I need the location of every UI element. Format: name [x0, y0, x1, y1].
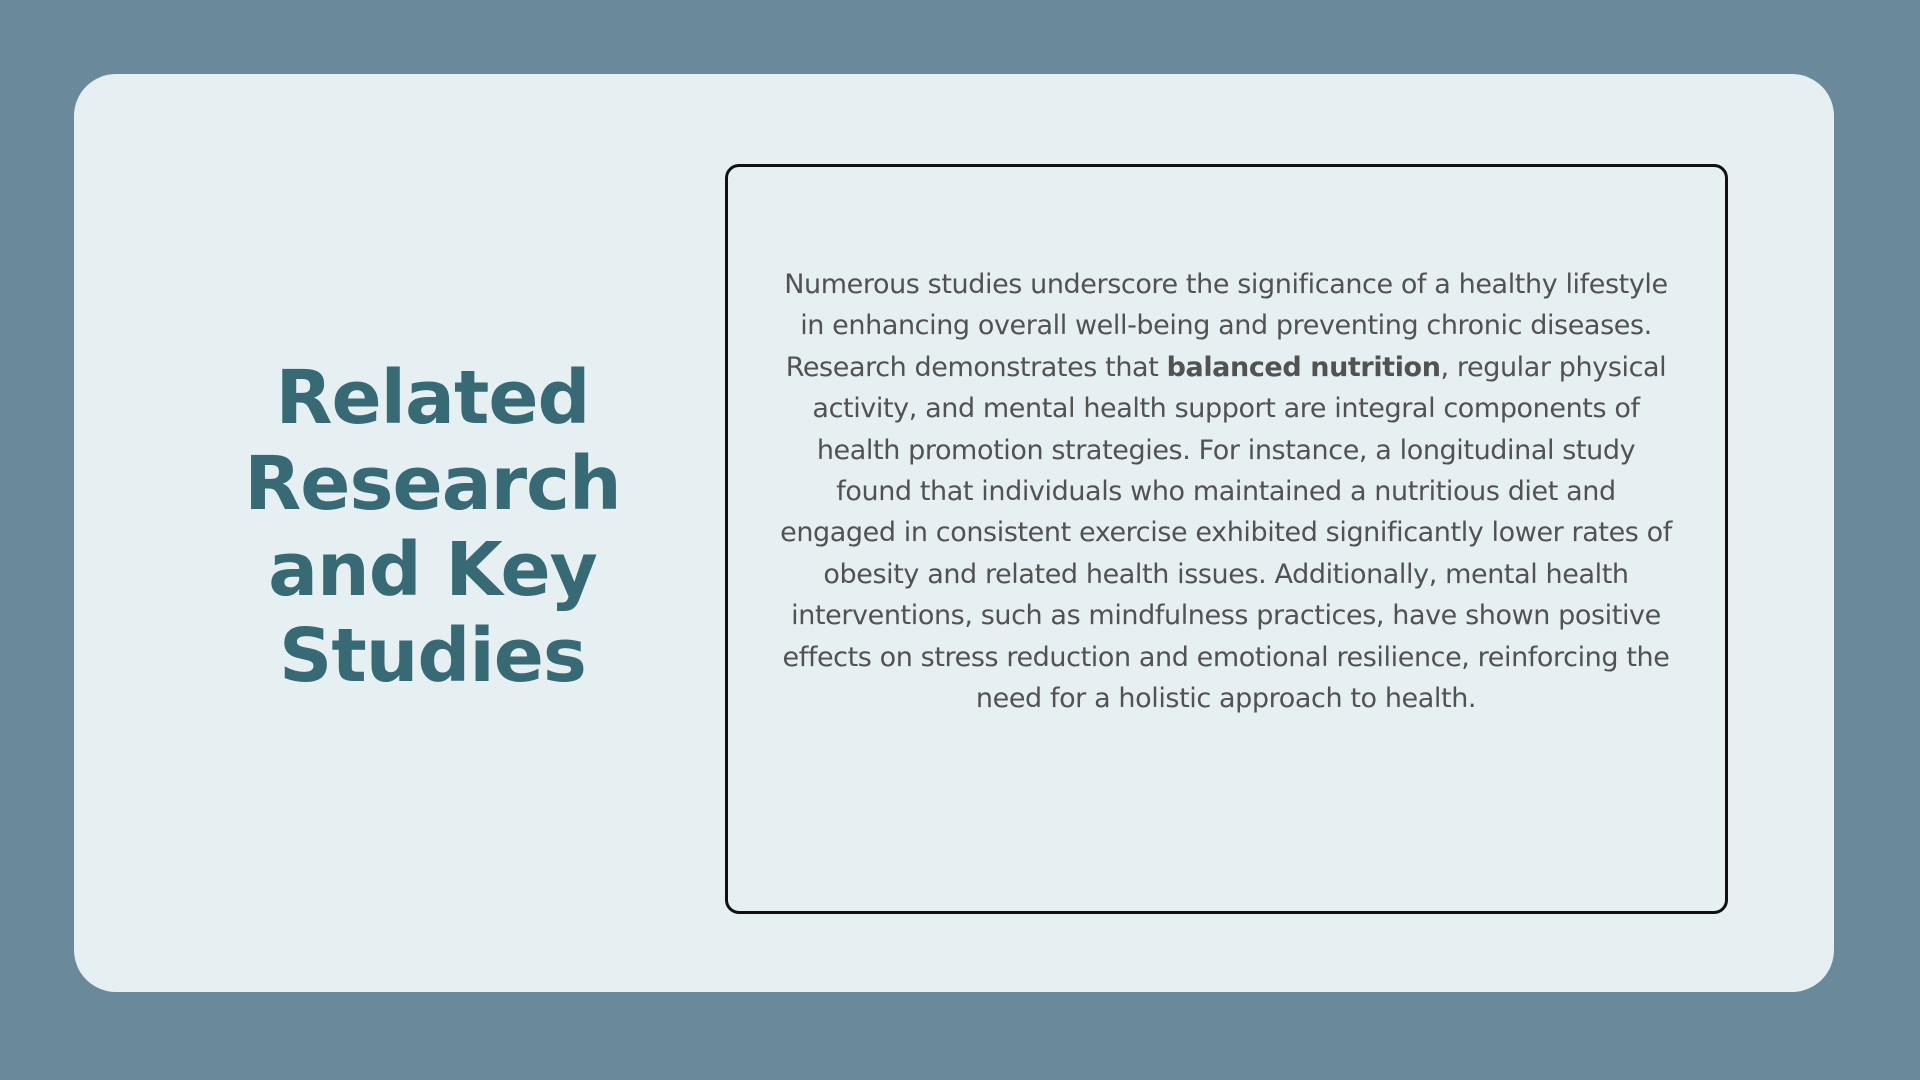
title-line: and Key	[268, 527, 597, 613]
title-line: Research	[244, 441, 621, 527]
body-text-start: Numerous studies underscore the significance of a healthy lifestyle in enhancing overall well-being and preventing chronic diseases. Research demonstrates that	[784, 269, 1668, 383]
title-line: Related	[275, 355, 590, 441]
slide-title	[175, 355, 690, 699]
body-paragraph	[780, 264, 1672, 719]
body-text-end: , regular physical activity, and mental health support are integral components of health promotion strategies. For instance, a longitudinal study found that individuals who maintained a nutritious diet and engaged in consistent exercise exhibited significantly lower rates of obesity and related health issues. Additionally, mental health interventions, such as mindfulness practices, have shown positive effects on stress reduction and emotional resilience, reinforcing the need for a holistic approach to health.	[780, 351, 1672, 715]
title-line: Studies	[279, 613, 586, 699]
body-text-bold: balanced nutrition	[1166, 351, 1441, 383]
